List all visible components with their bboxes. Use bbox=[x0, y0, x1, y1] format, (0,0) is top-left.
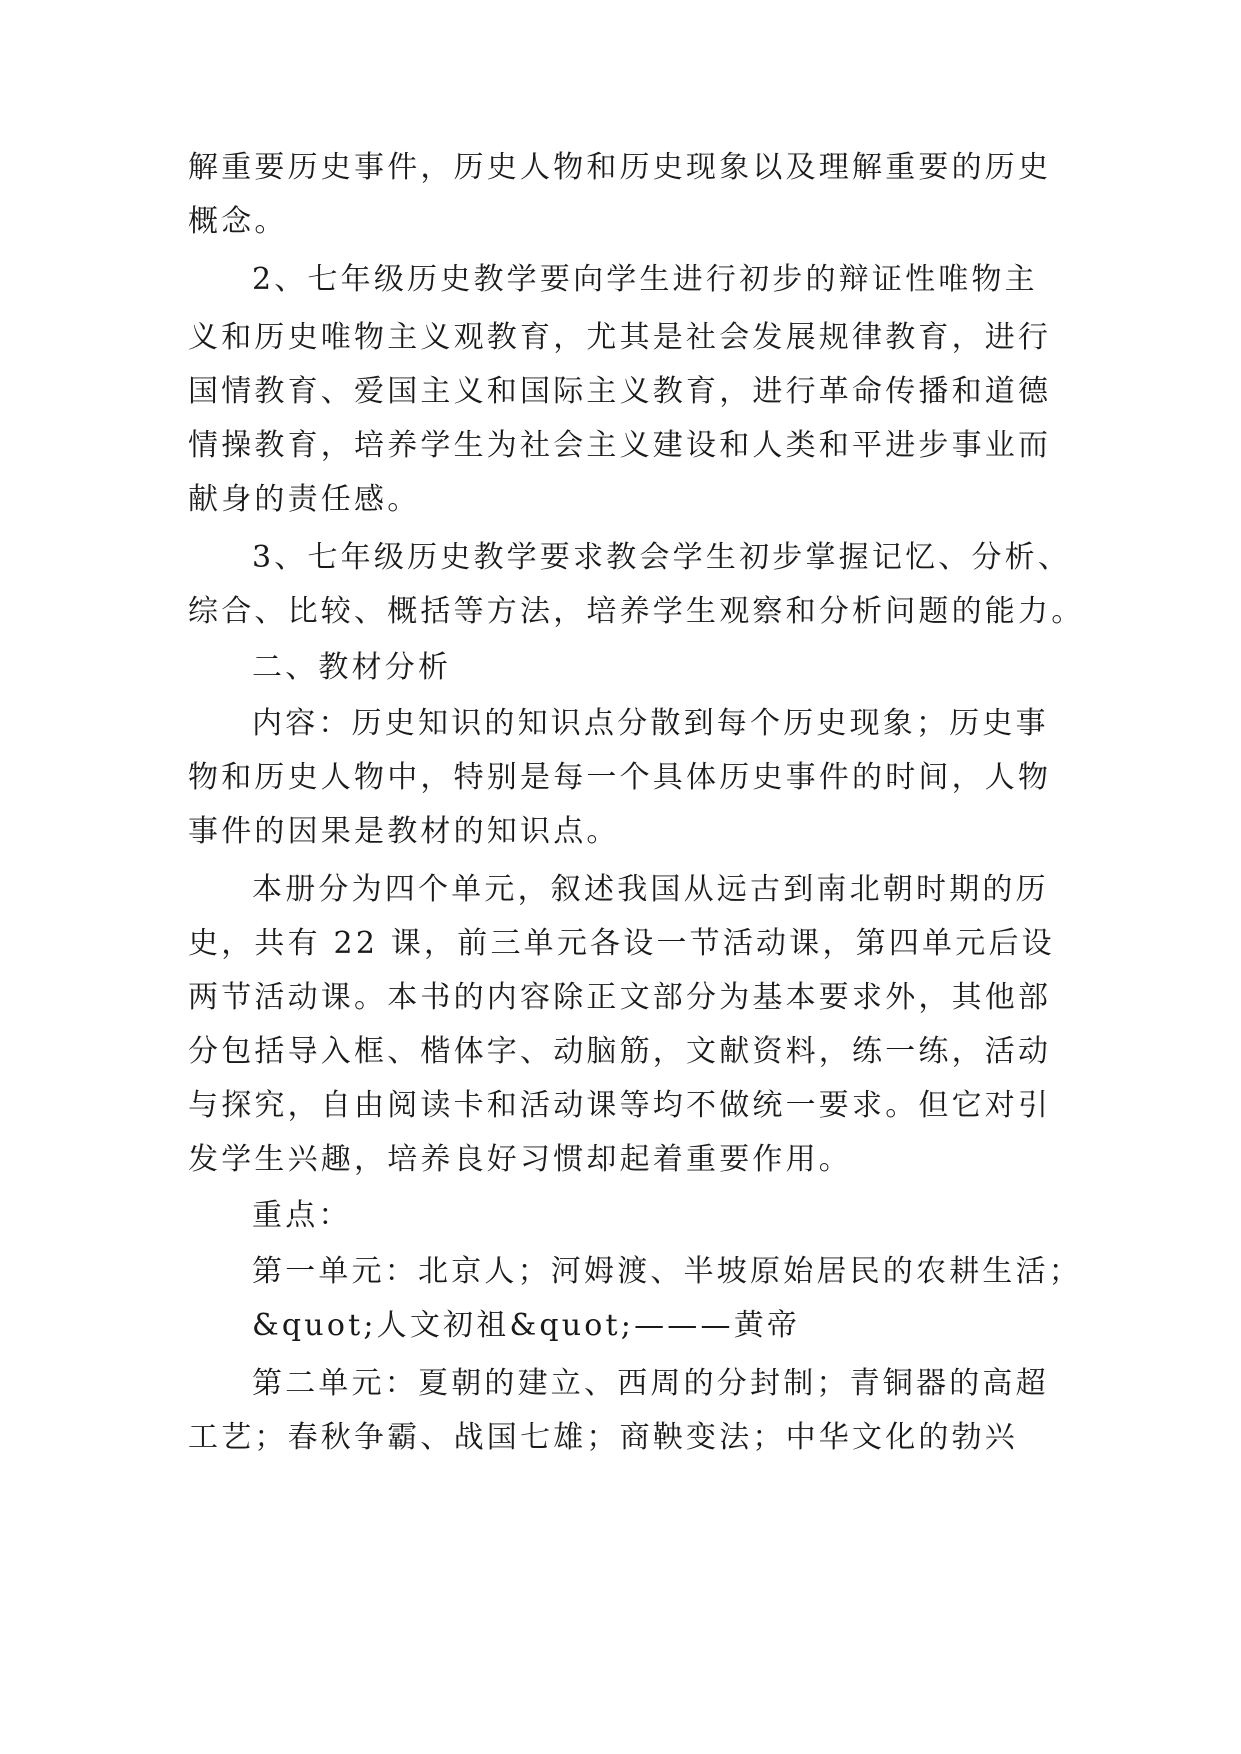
text-line-3: 2、七年级历史教学要向学生进行初步的辩证性唯物主 bbox=[252, 262, 1038, 297]
text-line-1: 解重要历史事件，历史人物和历史现象以及理解重要的历史 bbox=[188, 150, 1052, 185]
text-line-21: 第一单元：北京人；河姆渡、半坡原始居民的农耕生活； bbox=[252, 1254, 1082, 1289]
text-line-11: 内容：历史知识的知识点分散到每个历史现象；历史事 bbox=[252, 706, 1049, 741]
text-line-13: 事件的因果是教材的知识点。 bbox=[188, 814, 620, 849]
text-line-16: 两节活动课。本书的内容除正文部分为基本要求外，其他部 bbox=[188, 980, 1052, 1015]
text-line-8: 3、七年级历史教学要求教会学生初步掌握记忆、分析、 bbox=[252, 540, 1072, 575]
text-line-19: 发学生兴趣，培养良好习惯却起着重要作用。 bbox=[188, 1142, 852, 1177]
text-line-12: 物和历史人物中，特别是每一个具体历史事件的时间，人物 bbox=[188, 760, 1052, 795]
text-line-18: 与探究，自由阅读卡和活动课等均不做统一要求。但它对引 bbox=[188, 1088, 1052, 1123]
text-line-17: 分包括导入框、楷体字、动脑筋，文献资料，练一练，活动 bbox=[188, 1034, 1052, 1069]
text-line-24: 工艺；春秋争霸、战国七雄；商鞅变法；中华文化的勃兴 bbox=[188, 1420, 1018, 1455]
text-line-9: 综合、比较、概括等方法，培养学生观察和分析问题的能力。 bbox=[188, 594, 1085, 629]
text-line-7: 献身的责任感。 bbox=[188, 482, 421, 517]
text-line-4: 义和历史唯物主义观教育，尤其是社会发展规律教育，进行 bbox=[188, 320, 1052, 355]
text-line-5: 国情教育、爱国主义和国际主义教育，进行革命传播和道德 bbox=[188, 374, 1052, 409]
text-line-14: 本册分为四个单元，叙述我国从远古到南北朝时期的历 bbox=[252, 872, 1049, 907]
text-line-15: 史，共有 22 课，前三单元各设一节活动课，第四单元后设 bbox=[188, 926, 1055, 961]
text-line-6: 情操教育，培养学生为社会主义建设和人类和平进步事业而 bbox=[188, 428, 1052, 463]
section-heading: 二、教材分析 bbox=[252, 650, 452, 685]
text-line-20: 重点： bbox=[252, 1198, 352, 1233]
text-line-2: 概念。 bbox=[188, 204, 288, 239]
text-line-23: 第二单元：夏朝的建立、西周的分封制；青铜器的高超 bbox=[252, 1366, 1049, 1401]
text-line-22: &quot;人文初祖&quot;———黄帝 bbox=[252, 1308, 801, 1343]
